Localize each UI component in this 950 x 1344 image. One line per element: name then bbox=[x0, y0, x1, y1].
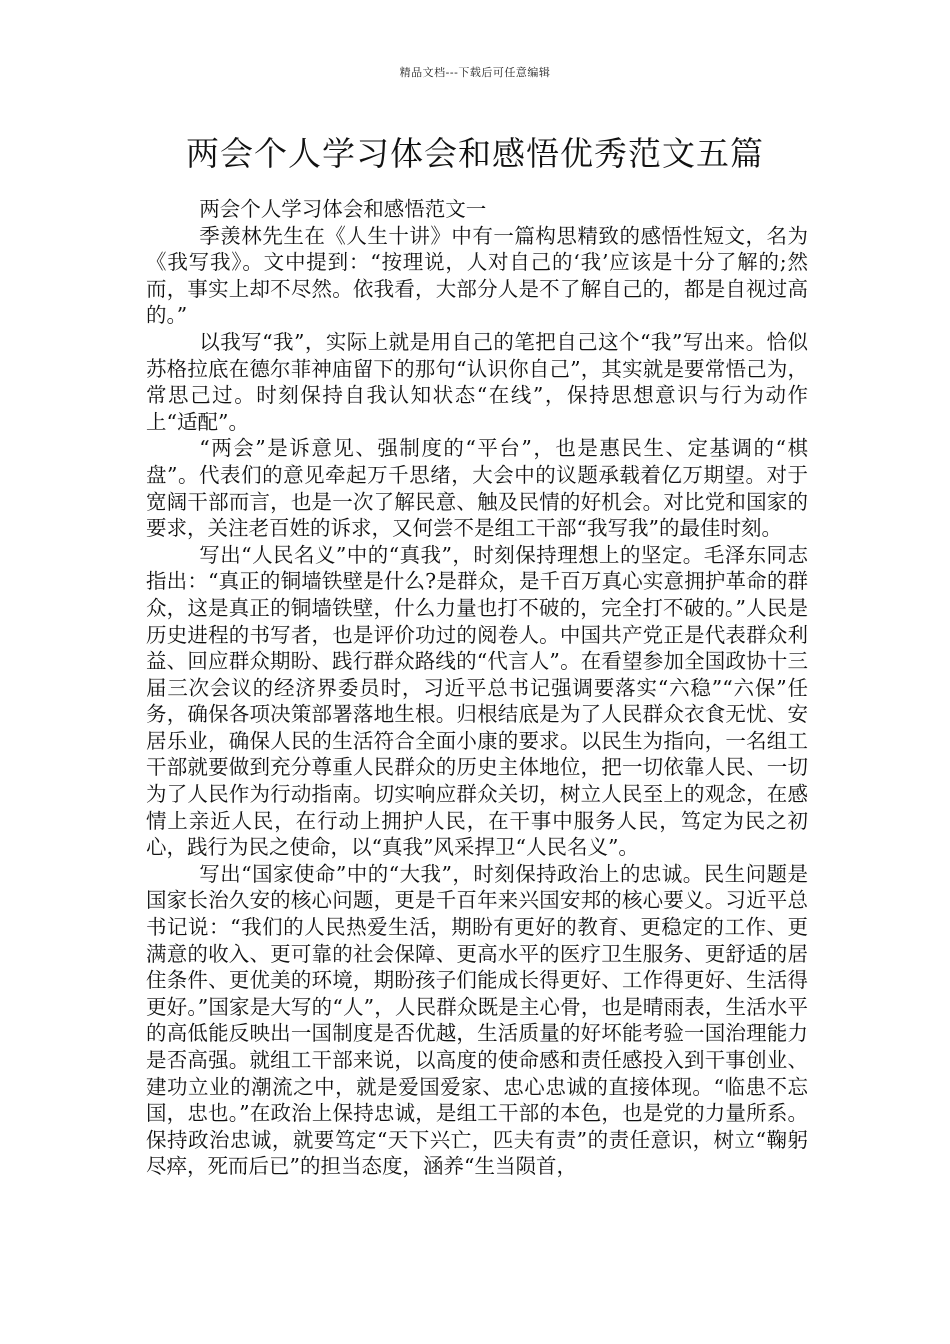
paragraph: “两会”是诉意见、强制度的“平台”，也是惠民生、定基调的“棋盘”。代表们的意见牵起万千思绪，大会中的议题承载着亿万期望。对于宽阔干部而言，也是一次了解民意、触及民情的好机会。对比党和国家的要求，关注老百姓的诉求，又何尝不是组工干部“我写我”的最佳时刻。 bbox=[146, 436, 808, 541]
document-body bbox=[146, 196, 808, 1180]
paragraph: 季羡林先生在《人生十讲》中有一篇构思精致的感悟性短文，名为《我写我》。文中提到：“按理说，人对自己的‘我’应该是十分了解的;然而，事实上却不尽然。依我看，大部分人是不了解自己的，都是自视过高的。” bbox=[146, 223, 808, 328]
section-subheading: 两会个人学习体会和感悟范文一 bbox=[199, 197, 487, 221]
document-title: 两会个人学习体会和感悟优秀范文五篇 bbox=[186, 134, 764, 173]
paragraph: 写出“国家使命”中的“大我”，时刻保持政治上的忠诚。民生问题是国家长治久安的核心问题，更是千百年来兴国安邦的核心要义。习近平总书记说：“我们的人民热爱生活，期盼有更好的教育、更稳定的工作、更满意的收入、更可靠的社会保障、更高水平的医疗卫生服务、更舒适的居住条件、更优美的环境，期盼孩子们能成长得更好、工作得更好、生活得更好。”国家是大写的“人”，人民群众既是主心骨，也是晴雨表，生活水平的高低能反映出一国制度是否优越，生活质量的好坏能考验一国治理能力是否高强。就组工干部来说，以高度的使命感和责任感投入到干事创业、建功立业的潮流之中，就是爱国爱家、忠心忠诚的直接体现。“临患不忘国，忠也。”在政治上保持忠诚，是组工干部的本色，也是党的力量所系。保持政治忠诚，就要笃定“天下兴亡，匹夫有责”的责任意识，树立“鞠躬尽瘁，死而后已”的担当态度，涵养“生当陨首， bbox=[146, 861, 808, 1179]
header-note: 精品文档---下载后可任意编辑 bbox=[399, 66, 551, 79]
paragraph: 以我写“我”，实际上就是用自己的笔把自己这个“我”写出来。恰似苏格拉底在德尔菲神庙留下的那句“认识你自己”，其实就是要常悟己为，常思己过。时刻保持自我认知状态“在线”，保持思想意识与行为动作上“适配”。 bbox=[146, 329, 808, 434]
paragraph: 写出“人民名义”中的“真我”，时刻保持理想上的坚定。毛泽东同志指出：“真正的铜墙铁壁是什么?是群众，是千百万真心实意拥护革命的群众，这是真正的铜墙铁壁，什么力量也打不破的，完全打不破的。”人民是历史进程的书写者，也是评价功过的阅卷人。中国共产党正是代表群众利益、回应群众期盼、践行群众路线的“代言人”。在看望参加全国政协十三届三次会议的经济界委员时，习近平总书记强调要落实“六稳”“六保”任务，确保各项决策部署落地生根。归根结底是为了人民群众衣食无忧、安居乐业，确保人民的生活符合全面小康的要求。以民生为指向，一名组工干部就要做到充分尊重人民群众的历史主体地位，把一切依靠人民、一切为了人民作为行动指南。切实响应群众关切，树立人民至上的观念，在感情上亲近人民，在行动上拥护人民，在干事中服务人民，笃定为民之初心，践行为民之使命，以“真我”风采捍卫“人民名义”。 bbox=[146, 542, 808, 860]
